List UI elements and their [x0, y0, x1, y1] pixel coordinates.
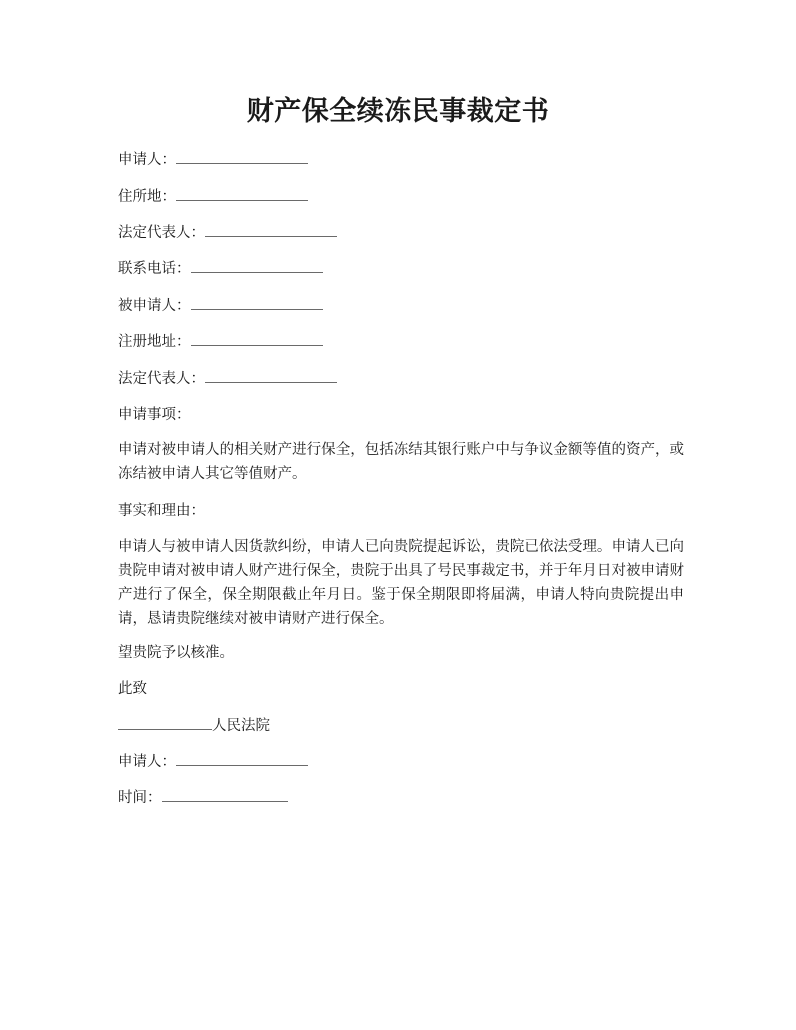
respondent-blank[interactable] [191, 296, 323, 310]
court-line [118, 716, 270, 736]
date-blank[interactable] [162, 788, 288, 802]
applicant-label: 申请人： [118, 152, 176, 168]
phone-label: 联系电话： [118, 261, 191, 277]
address-label: 住所地： [118, 189, 176, 205]
respondent-line [118, 296, 323, 316]
phone-line [118, 259, 323, 279]
document-title: 财产保全续冻民事裁定书 [246, 96, 550, 127]
respectfully-line: 此致 [118, 681, 147, 697]
legal-rep-line [118, 223, 337, 243]
legal-rep-label: 法定代表人： [118, 225, 205, 241]
applicant-blank[interactable] [176, 150, 308, 164]
legal-rep-2-label: 法定代表人： [118, 371, 205, 387]
court-name-blank[interactable] [118, 716, 212, 730]
legal-rep-2-blank[interactable] [205, 369, 337, 383]
reg-address-blank[interactable] [191, 332, 323, 346]
legal-rep-blank[interactable] [205, 223, 337, 237]
phone-blank[interactable] [191, 259, 323, 273]
reg-address-line [118, 332, 323, 352]
request-heading: 申请事项： [118, 407, 191, 423]
applicant-line [118, 150, 308, 170]
signer-label: 申请人： [118, 754, 176, 770]
legal-rep-2-line [118, 369, 337, 389]
respondent-label: 被申请人： [118, 298, 191, 314]
facts-body: 申请人与被申请人因货款纠纷，申请人已向贵院提起诉讼，贵院已依法受理。申请人已向贵院申请对被申请人财产进行保全，贵院于出具了号民事裁定书，并于年月日对被申请财产进行了保全，保全期限截止年月日。鉴于保全期限即将届满，申请人特向贵院提出申请，恳请贵院继续对被申请财产进行保全。 [118, 539, 684, 627]
signer-blank[interactable] [176, 752, 308, 766]
signer-line [118, 752, 308, 772]
date-line [118, 788, 288, 808]
reg-address-label: 注册地址： [118, 334, 191, 350]
address-line [118, 187, 308, 207]
request-body: 申请对被申请人的相关财产进行保全，包括冻结其银行账户中与争议金额等值的资产，或冻结被申请人其它等值财产。 [118, 442, 684, 482]
date-label: 时间： [118, 790, 162, 806]
court-suffix: 人民法院 [212, 718, 270, 734]
facts-heading: 事实和理由： [118, 503, 205, 519]
approval-line: 望贵院予以核准。 [118, 645, 234, 661]
address-blank[interactable] [176, 187, 308, 201]
